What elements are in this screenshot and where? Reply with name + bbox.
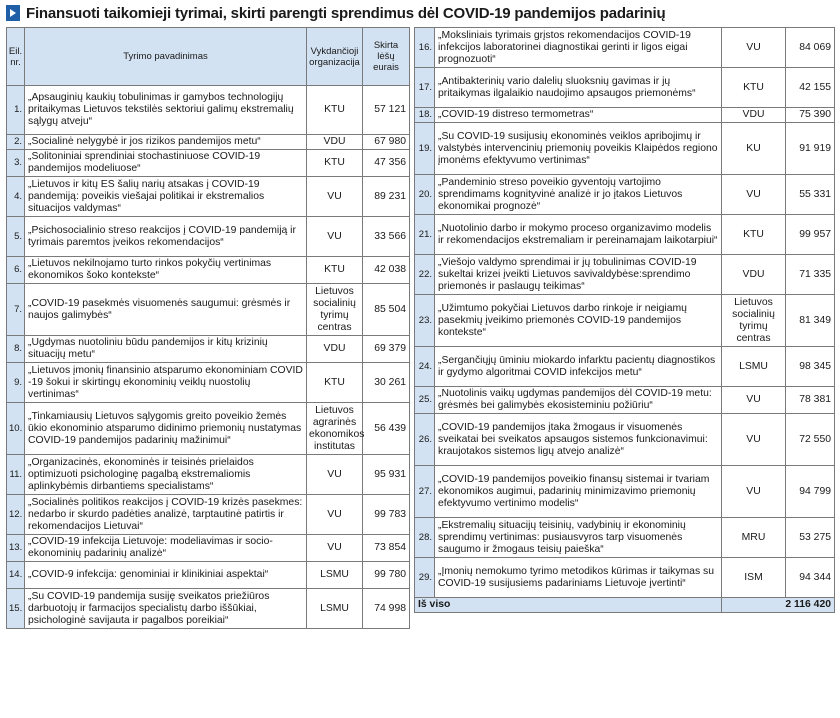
- table-row: [7, 589, 410, 629]
- amount: 94 344: [786, 558, 835, 598]
- research-title: „Apsauginių kaukių tobulinimas ir gamybos technologijų pritaikymas Lietuvos tekstilės sektoriui galimų ekstremalių sąlygų atveju“: [25, 86, 307, 135]
- amount: 47 356: [363, 150, 410, 177]
- row-number: 7.: [7, 284, 25, 336]
- organization: MRU: [722, 518, 786, 558]
- research-title: „Moksliniais tyrimais grįstos rekomendacijos COVID-19 infekcijos laboratorinei diagnostikai gerinti ir ligos eigai prognozuoti“: [435, 28, 722, 68]
- row-number: 17.: [415, 68, 435, 108]
- organization: KTU: [307, 257, 363, 284]
- research-title: „Lietuvos nekilnojamo turto rinkos pokyčių vertinimas ekonomikos šoko kontekste“: [25, 257, 307, 284]
- amount: 89 231: [363, 177, 410, 217]
- row-number: 20.: [415, 175, 435, 215]
- amount: 33 566: [363, 217, 410, 257]
- total-row: [415, 598, 835, 613]
- row-number: 18.: [415, 108, 435, 123]
- row-number: 21.: [415, 215, 435, 255]
- table-row: [415, 28, 835, 68]
- table-row: [7, 257, 410, 284]
- organization: ISM: [722, 558, 786, 598]
- amount: 94 799: [786, 466, 835, 518]
- row-number: 3.: [7, 150, 25, 177]
- row-number: 16.: [415, 28, 435, 68]
- research-title: „Su COVID-19 susijusių ekonominės veiklos apribojimų ir valstybės intervencinių priemonių poveikis Klaipėdos regiono įmonėms efektyvumo vertinimas“: [435, 123, 722, 175]
- total-amount: 2 116 420: [722, 598, 835, 613]
- table-row: [7, 535, 410, 562]
- organization: KTU: [307, 363, 363, 403]
- amount: 72 550: [786, 414, 835, 466]
- amount: 84 069: [786, 28, 835, 68]
- row-number: 28.: [415, 518, 435, 558]
- organization: VU: [722, 28, 786, 68]
- research-title: „Socialinės politikos reakcijos į COVID-19 krizės pasekmes: nedarbo ir skurdo padėties analizė, tarptautinė patirtis ir rekomendacijos Lietuvai“: [25, 495, 307, 535]
- research-title: „Ekstremalių situacijų teisinių, vadybinių ir ekonominių sprendimų vertinimas: pusiausvyros tarp visuomenės saugumo ir žmogaus teisių paieška“: [435, 518, 722, 558]
- research-title: „Lietuvos įmonių finansinio atsparumo ekonominiam COVID -19 šokui ir skirtingų ekonominių veiklų nuostolių vertinimas“: [25, 363, 307, 403]
- research-title: „COVID-19 pandemijos įtaka žmogaus ir visuomenės sveikatai bei sveikatos apsaugos sistemos funkcionavimui: kraujotakos sistemos ligų atvejo analizė“: [435, 414, 722, 466]
- row-number: 19.: [415, 123, 435, 175]
- organization: VDU: [307, 135, 363, 150]
- table-row: [7, 150, 410, 177]
- row-number: 1.: [7, 86, 25, 135]
- table-header-row: [7, 28, 410, 86]
- table-row: [7, 86, 410, 135]
- research-title: „Su COVID-19 pandemija susiję sveikatos priežiūros darbuotojų ir farmacijos specialistų darbo iššūkiai, psichologinė savijauta ir pagalbos poreikiai“: [25, 589, 307, 629]
- row-number: 15.: [7, 589, 25, 629]
- organization: VU: [307, 217, 363, 257]
- research-title: „Įmonių nemokumo tyrimo metodikos kūrimas ir taikymas su COVID-19 susijusiems padariniams Lietuvoje įvertinti“: [435, 558, 722, 598]
- research-title: „COVID-19 distreso termometras“: [435, 108, 722, 123]
- table-row: [7, 336, 410, 363]
- organization: KTU: [722, 215, 786, 255]
- organization: LSMU: [307, 589, 363, 629]
- organization: VU: [722, 175, 786, 215]
- row-number: 27.: [415, 466, 435, 518]
- research-title: „Viešojo valdymo sprendimai ir jų tobulinimas COVID-19 sukeltai krizei įveikti Lietuvos savivaldybėse:sprendimo priemonės ir paslaugų teikimas“: [435, 255, 722, 295]
- organization: Lietuvos socialinių tyrimų centras: [722, 295, 786, 347]
- amount: 55 331: [786, 175, 835, 215]
- organization: VU: [722, 466, 786, 518]
- amount: 99 783: [363, 495, 410, 535]
- table-row: [7, 135, 410, 150]
- header-org: Vykdančioji organizacija: [307, 28, 363, 86]
- organization: VU: [307, 455, 363, 495]
- right-table-container: [414, 27, 834, 613]
- research-title: „Pandeminio streso poveikio gyventojų vartojimo sprendimams kognityvinė analizė ir jo įtakos Lietuvos ekonomikai prognozė“: [435, 175, 722, 215]
- amount: 74 998: [363, 589, 410, 629]
- table-row: [7, 284, 410, 336]
- research-title: „Ugdymas nuotoliniu būdu pandemijos ir kitų krizinių situacijų metu“: [25, 336, 307, 363]
- research-title: „COVID-19 pandemijos poveikio finansų sistemai ir tvariam ekonomikos augimui, padarinių minimizavimo priemonių efektyvumo vertinimo modelis“: [435, 466, 722, 518]
- row-number: 22.: [415, 255, 435, 295]
- research-title: „COVID-9 infekcija: genominiai ir klinikiniai aspektai“: [25, 562, 307, 589]
- header-amount: Skirta lėšų eurais: [363, 28, 410, 86]
- organization: Lietuvos socialinių tyrimų centras: [307, 284, 363, 336]
- amount: 75 390: [786, 108, 835, 123]
- table-row: [415, 387, 835, 414]
- research-title: „Tinkamiausių Lietuvos sąlygomis greito poveikio žemės ūkio ekonominio atsparumo didinimo priemonių nustatymas COVID-19 pandemijos padarinių mažinimui“: [25, 403, 307, 455]
- research-title: „Antibakterinių vario dalelių sluoksnių gavimas ir jų pritaikymas ilgalaikio naudojimo apsaugos priemonėms“: [435, 68, 722, 108]
- table-row: [7, 363, 410, 403]
- organization: VU: [722, 414, 786, 466]
- row-number: 10.: [7, 403, 25, 455]
- research-table-left: [6, 27, 410, 629]
- research-title: „Socialinė nelygybė ir jos rizikos pandemijos metu“: [25, 135, 307, 150]
- header-nr: Eil. nr.: [7, 28, 25, 86]
- amount: 69 379: [363, 336, 410, 363]
- amount: 99 957: [786, 215, 835, 255]
- table-row: [7, 495, 410, 535]
- table-body-left: [7, 86, 410, 629]
- row-number: 12.: [7, 495, 25, 535]
- row-number: 26.: [415, 414, 435, 466]
- amount: 53 275: [786, 518, 835, 558]
- amount: 91 919: [786, 123, 835, 175]
- amount: 78 381: [786, 387, 835, 414]
- research-title: „COVID-19 pasekmės visuomenės saugumui: grėsmės ir naujos galimybės“: [25, 284, 307, 336]
- table-row: [415, 295, 835, 347]
- table-row: [415, 175, 835, 215]
- title-bar: [6, 2, 834, 24]
- organization: VDU: [722, 255, 786, 295]
- table-row: [7, 562, 410, 589]
- research-title: „Užimtumo pokyčiai Lietuvos darbo rinkoje ir neigiamų pasekmių įveikimo priemonės COVID-19 pandemijos kontekste“: [435, 295, 722, 347]
- organization: VDU: [307, 336, 363, 363]
- organization: VDU: [722, 108, 786, 123]
- header-name: Tyrimo pavadinimas: [25, 28, 307, 86]
- research-title: „Nuotolinio darbo ir mokymo proceso organizavimo modelis ir rekomendacijos ekstremaliam ir pereinamajam laikotarpiui“: [435, 215, 722, 255]
- row-number: 4.: [7, 177, 25, 217]
- amount: 73 854: [363, 535, 410, 562]
- research-title: „Solitoniniai sprendiniai stochastiniuose COVID-19 pandemijos modeliuose“: [25, 150, 307, 177]
- row-number: 23.: [415, 295, 435, 347]
- research-title: „COVID-19 infekcija Lietuvoje: modeliavimas ir socio-ekonominių padarinių analizė“: [25, 535, 307, 562]
- page-title: Finansuoti taikomieji tyrimai, skirti parengti sprendimus dėl COVID-19 pandemijos padarinių: [26, 4, 666, 22]
- organization: KTU: [307, 86, 363, 135]
- amount: 85 504: [363, 284, 410, 336]
- research-title: „Lietuvos ir kitų ES šalių narių atsakas į COVID-19 pandemiją: poveikis viešajai politikai ir ekstremalios situacijos valdymas“: [25, 177, 307, 217]
- row-number: 14.: [7, 562, 25, 589]
- table-row: [415, 255, 835, 295]
- table-row: [415, 215, 835, 255]
- research-title: „Psichosocialinio streso reakcijos į COVID-19 pandemiją ir tyrimais paremtos įveikos rekomendacijos“: [25, 217, 307, 257]
- row-number: 11.: [7, 455, 25, 495]
- amount: 42 155: [786, 68, 835, 108]
- amount: 71 335: [786, 255, 835, 295]
- row-number: 9.: [7, 363, 25, 403]
- table-row: [415, 466, 835, 518]
- organization: KTU: [307, 150, 363, 177]
- total-label: Iš viso: [415, 598, 722, 613]
- organization: VU: [722, 387, 786, 414]
- research-title: „Nuotolinis vaikų ugdymas pandemijos dėl COVID-19 metu: grėsmės bei galimybės ekosisteminiu požiūriu“: [435, 387, 722, 414]
- play-marker-icon: [6, 5, 20, 21]
- table-row: [415, 518, 835, 558]
- row-number: 5.: [7, 217, 25, 257]
- table-row: [415, 123, 835, 175]
- organization: KTU: [722, 68, 786, 108]
- table-row: [415, 558, 835, 598]
- table-row: [7, 177, 410, 217]
- amount: 57 121: [363, 86, 410, 135]
- organization: KU: [722, 123, 786, 175]
- amount: 95 931: [363, 455, 410, 495]
- research-table-right: [414, 27, 835, 613]
- amount: 67 980: [363, 135, 410, 150]
- row-number: 8.: [7, 336, 25, 363]
- amount: 30 261: [363, 363, 410, 403]
- table-row: [415, 347, 835, 387]
- left-table-container: [6, 27, 409, 629]
- table-body-right: [415, 28, 835, 598]
- table-row: [7, 403, 410, 455]
- research-title: „Sergančiųjų ūminiu miokardo infarktu pacientų diagnostikos ir gydymo algoritmai COVID infekcijos metu“: [435, 347, 722, 387]
- amount: 99 780: [363, 562, 410, 589]
- organization: LSMU: [307, 562, 363, 589]
- research-title: „Organizacinės, ekonominės ir teisinės prielaidos optimizuoti psichologinę pagalbą ekstremaliomis aplinkybėmis dirbantiems specialistams“: [25, 455, 307, 495]
- table-row: [7, 455, 410, 495]
- amount: 56 439: [363, 403, 410, 455]
- row-number: 13.: [7, 535, 25, 562]
- row-number: 24.: [415, 347, 435, 387]
- row-number: 29.: [415, 558, 435, 598]
- row-number: 6.: [7, 257, 25, 284]
- organization: VU: [307, 535, 363, 562]
- row-number: 2.: [7, 135, 25, 150]
- amount: 98 345: [786, 347, 835, 387]
- organization: Lietuvos agrarinės ekonomikos institutas: [307, 403, 363, 455]
- table-row: [415, 68, 835, 108]
- organization: LSMU: [722, 347, 786, 387]
- amount: 81 349: [786, 295, 835, 347]
- table-row: [415, 414, 835, 466]
- organization: VU: [307, 177, 363, 217]
- table-row: [415, 108, 835, 123]
- organization: VU: [307, 495, 363, 535]
- amount: 42 038: [363, 257, 410, 284]
- row-number: 25.: [415, 387, 435, 414]
- table-row: [7, 217, 410, 257]
